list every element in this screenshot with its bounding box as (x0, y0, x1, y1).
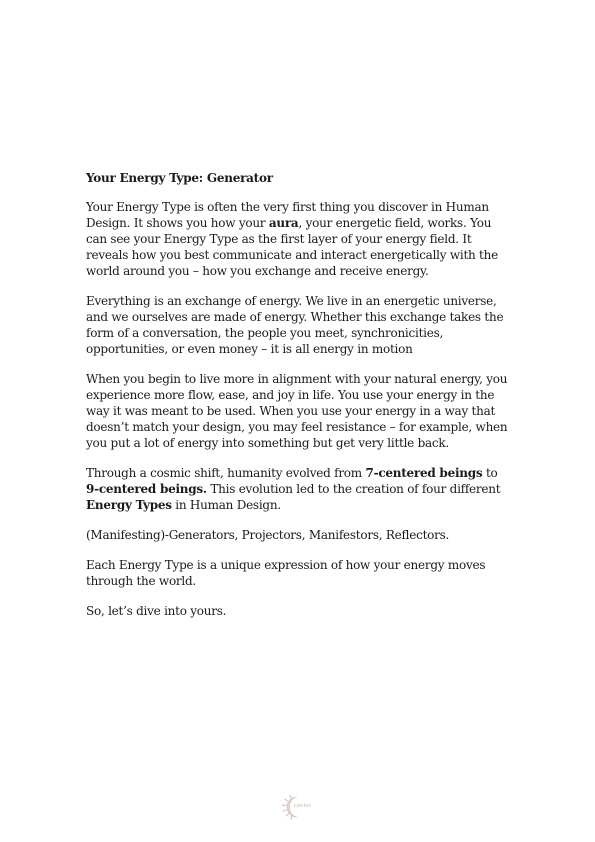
paragraph-alignment: When you begin to live more in alignment with your natural energy, you experience more flow, ease, and joy in life. You use your energy in the way it was meant to be used. When you use your energy in a way that doesn’t match your design, you may feel resistance – for example, when you put a lot of energy into something but get very little back. (86, 372, 508, 450)
p4-text-e: This evolution led to the creation of four different (206, 482, 501, 496)
p1-text-a: Your Energy Type is often the very first thing you discover in Human Design. It shows you how your (86, 200, 489, 230)
paragraph-unique-expression: Each Energy Type is a unique expression of how your energy moves through the world. (86, 558, 486, 588)
paragraph-energy-type-intro (86, 199, 512, 279)
document-body (86, 170, 512, 633)
p4-bold-9-centered: 9-centered beings. (86, 482, 207, 496)
paragraph-closing: So, let’s dive into yours. (86, 604, 227, 618)
footer-logo (281, 794, 321, 820)
p4-text-c: to (482, 466, 498, 480)
paragraph-cosmic-shift (86, 465, 512, 513)
p1-text-c: , your energetic field, works. You can see your Energy Type as the first layer of your energy field. It reveals how you best communicate and interact energetically with the world around you – how you exchange and receive energy. (86, 216, 498, 278)
p4-bold-7-centered: 7-centered beings (365, 466, 483, 480)
p4-text-g: in Human Design. (171, 498, 281, 512)
paragraph-type-list: (Manifesting)-Generators, Projectors, Manifestors, Reflectors. (86, 528, 450, 542)
p4-bold-energy-types: Energy Types (86, 498, 172, 512)
p1-bold-aura: aura (268, 216, 299, 230)
section-heading: Your Energy Type: Generator (86, 171, 273, 185)
logo-wordmark: canlos (294, 803, 312, 809)
paragraph-energy-exchange: Everything is an exchange of energy. We live in an energetic universe, and we ourselves are made of energy. Whether this exchange takes the form of a conversation, the people you meet, synchronicities, opportunities, or even money – it is all energy in motion (86, 294, 504, 356)
p4-text-a: Through a cosmic shift, humanity evolved from (86, 466, 366, 480)
